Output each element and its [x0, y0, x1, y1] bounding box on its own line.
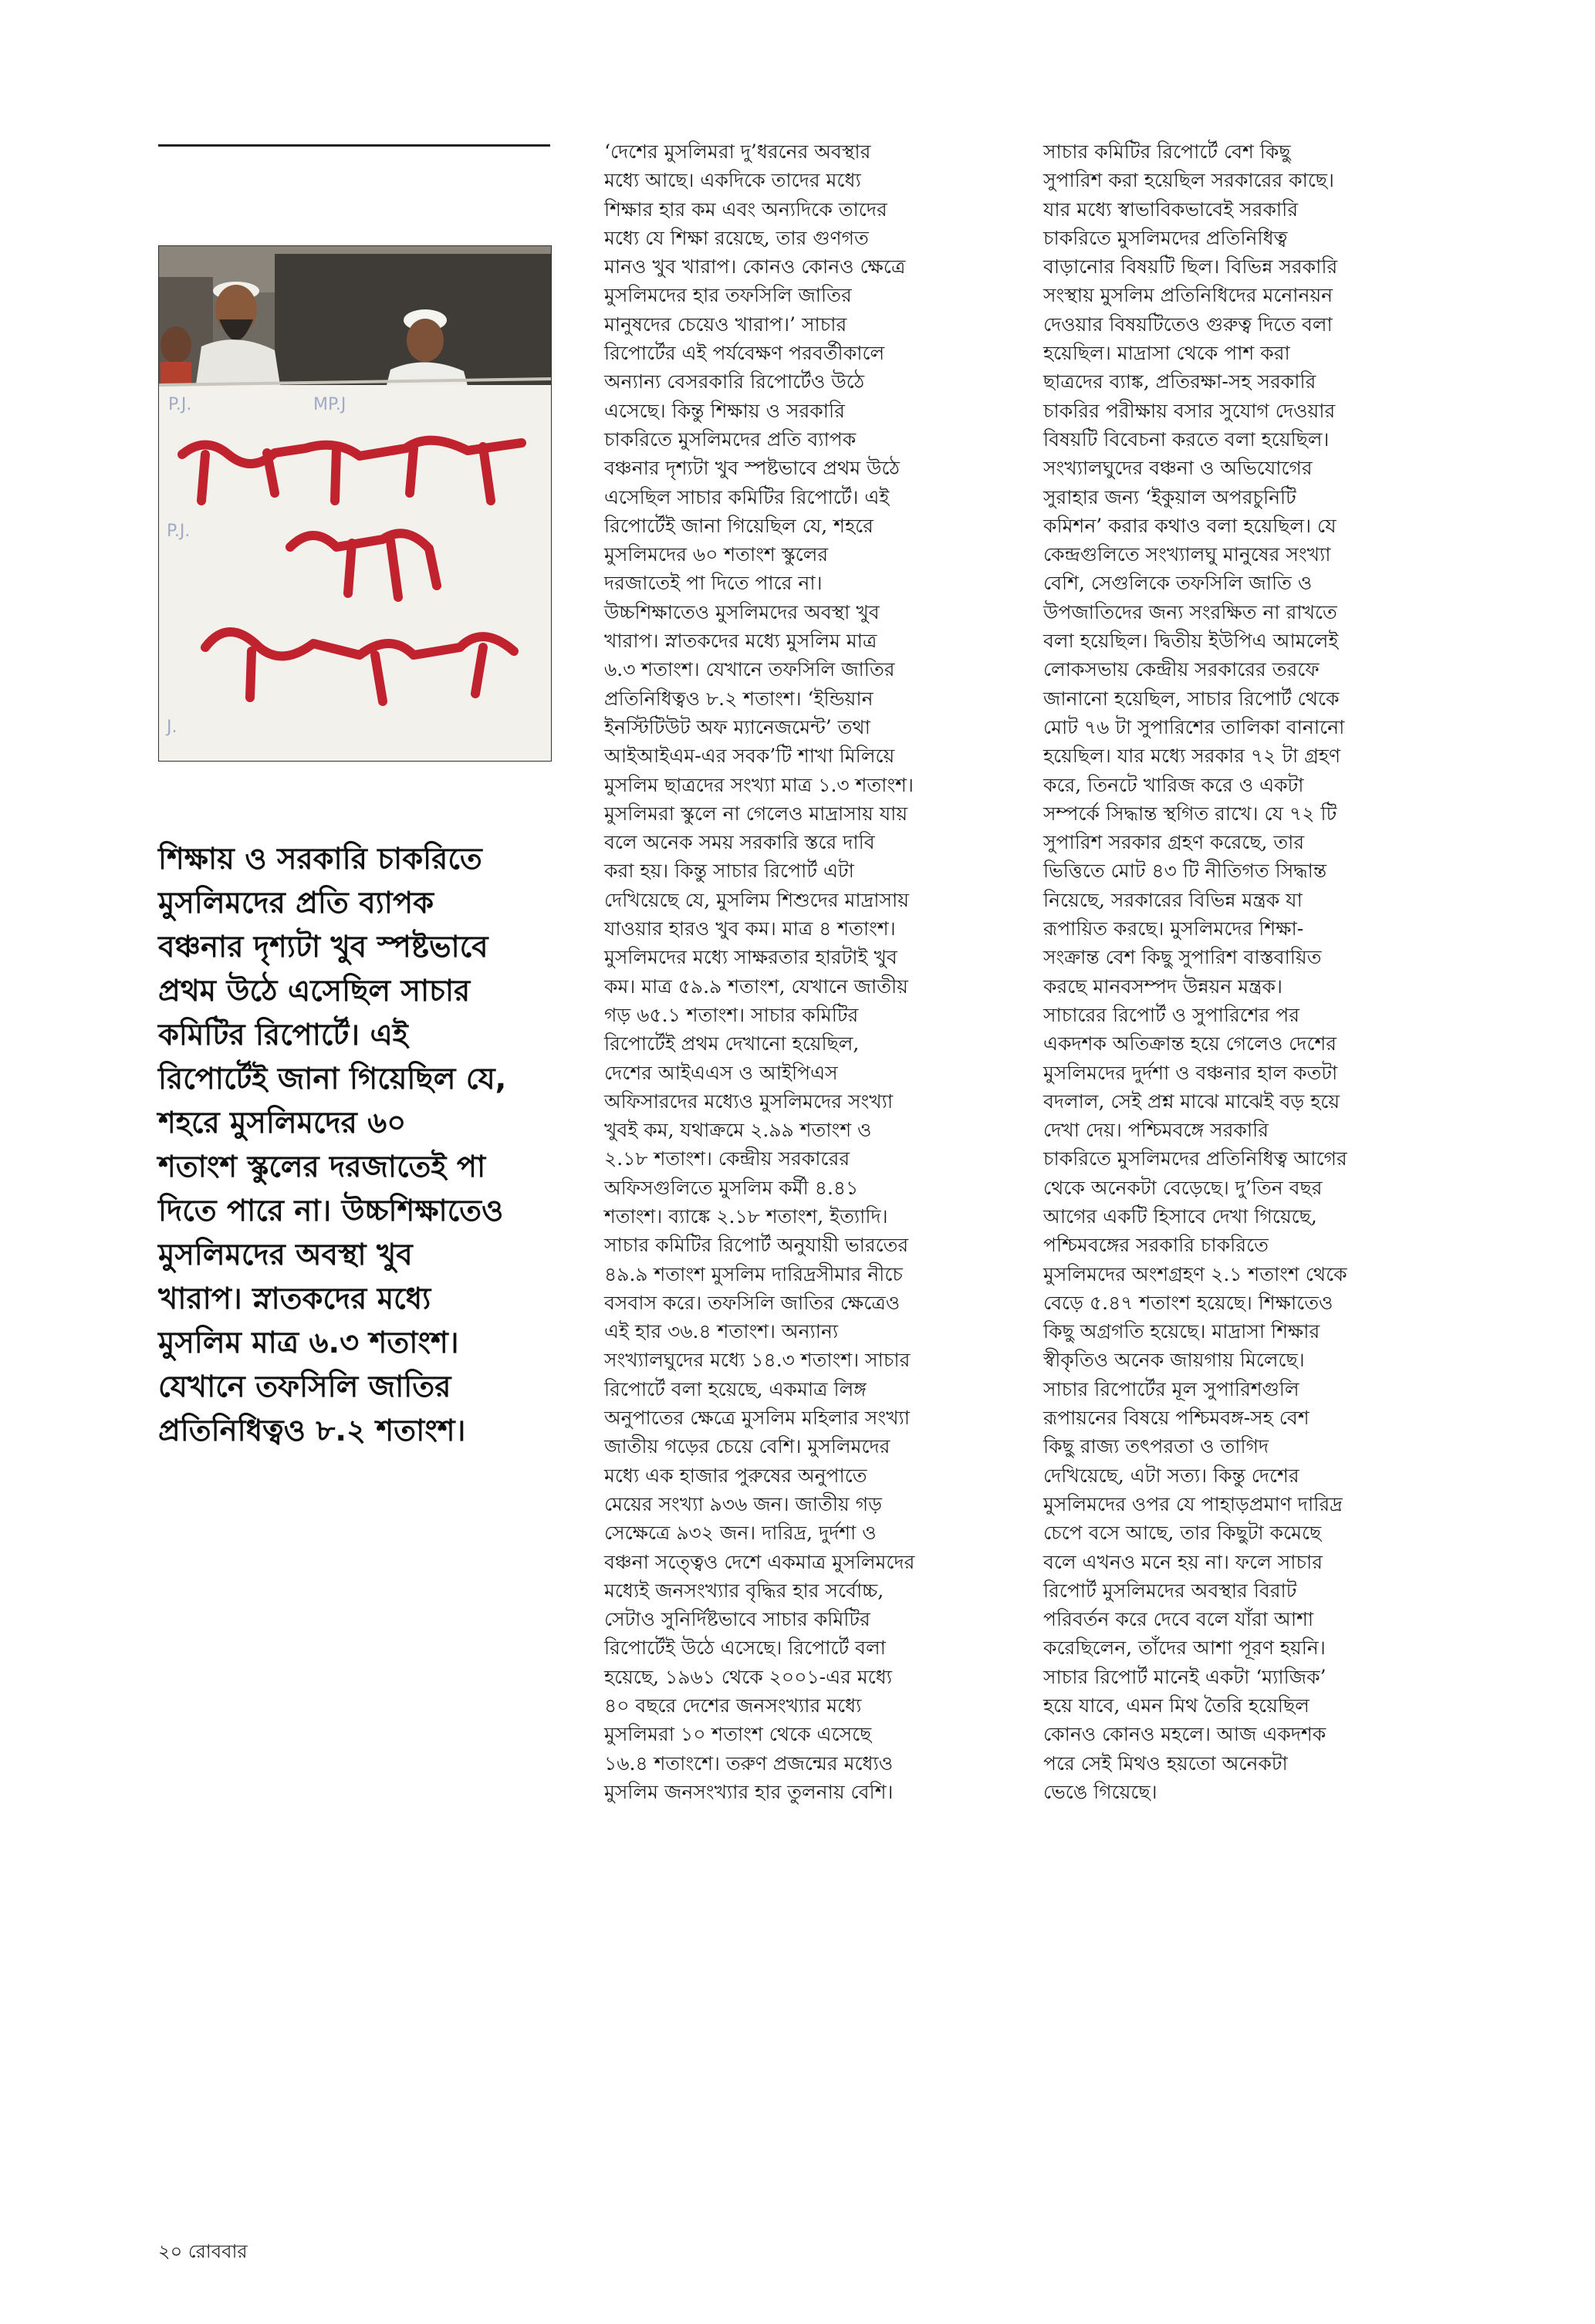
- article-column-right: সাচার কমিটির রিপোর্টে বেশ কিছু সুপারিশ করা হয়েছিল সরকারের কাছে। যার মধ্যে স্বাভাবিকভাবেই সরকারি চাকরিতে মুসলিমদের প্রতিনিধিত্ব বাড়ানোর বিষয়টি ছিল। বিভিন্ন সরকারি সংস্থায় মুসলিম প্রতিনিধিদের মনোনয়ন দেওয়ার বিষয়টিতেও গুরুত্ব দিতে বলা হয়েছিল। মাদ্রাসা থেকে পাশ করা ছাত্রদের ব্যাঙ্ক, প্রতিরক্ষা-সহ সরকারি চাকরির পরীক্ষায় বসার সুযোগ দেওয়ার বিষয়টি বিবেচনা করতে বলা হয়েছিল। সংখ্যালঘুদের বঞ্চনা ও অভিযোগের সুরাহার জন্য ‘ইকুয়াল অপরচুনিটি কমিশন’ করার কথাও বলা হয়েছিল। যে কেন্দ্রগুলিতে সংখ্যালঘু মানুষের সংখ্যা বেশি, সেগুলিকে তফসিলি জাতি ও উপজাতিদের জন্য সংরক্ষিত না রাখতে বলা হয়েছিল। দ্বিতীয় ইউপিএ আমলেই লোকসভায় কেন্দ্রীয় সরকারের তরফে জানানো হয়েছিল, সাচার রিপোর্ট থেকে মোট ৭৬ টা সুপারিশের তালিকা বানানো হয়েছিল। যার মধ্যে সরকার ৭২ টা গ্রহণ করে, তিনটে খারিজ করে ও একটা সম্পর্কে সিদ্ধান্ত স্থগিত রাখে। যে ৭২ টি সুপারিশ সরকার গ্রহণ করেছে, তার ভিত্তিতে মোট ৪৩ টি নীতিগত সিদ্ধান্ত নিয়েছে, সরকারের বিভিন্ন মন্ত্রক যা রূপায়িত করছে। মুসলিমদের শিক্ষা- সংক্রান্ত বেশ কিছু সুপারিশ বাস্তবায়িত করছে মানবসম্পদ উন্নয়ন মন্ত্রক। সাচারের রিপোর্ট ও সুপারিশের পর একদশক অতিক্রান্ত হয়ে গেলেও দেশের মুসলিমদের দুর্দশা ও বঞ্চনার হাল কতটা বদলাল, সেই প্রশ্ন মাঝে মাঝেই বড় হয়ে দেখা দেয়। পশ্চিমবঙ্গে সরকারি চাকরিতে মুসলিমদের প্রতিনিধিত্ব আগের থেকে অনেকটা বেড়েছে। দু’তিন বছর আগের একটি হিসাবে দেখা গিয়েছে, পশ্চিমবঙ্গের সরকারি চাকরিতে মুসলিমদের অংশগ্রহণ ২.১ শতাংশ থেকে বেড়ে ৫.৪৭ শতাংশ হয়েছে। শিক্ষাতেও কিছু অগ্রগতি হয়েছে। মাদ্রাসা শিক্ষার স্বীকৃতিও অনেক জায়গায় মিলেছে। সাচার রিপোর্টের মূল সুপারিশগুলি রূপায়নের বিষয়ে পশ্চিমবঙ্গ-সহ বেশ কিছু রাজ্য তৎপরতা ও তাগিদ দেখিয়েছে, এটা সত্য। কিন্তু দেশের মুসলিমদের ওপর যে পাহাড়প্রমাণ দারিদ্র চেপে বসে আছে, তার কিছুটা কমেছে বলে এখনও মনে হয় না। ফলে সাচার রিপোর্ট মুসলিমদের অবস্থার বিরাট পরিবর্তন করে দেবে বলে যাঁরা আশা করেছিলেন, তাঁদের আশা পূরণ হয়নি। সাচার রিপোর্ট মানেই একটা ‘ম্যাজিক’ হয়ে যাবে, এমন মিথ তৈরি হয়েছিল কোনও কোনও মহলে। আজ একদশক পরে সেই মিথও হয়তো অনেকটা ভেঙে গিয়েছে।: [1043, 140, 1347, 1803]
- article-column-middle: ‘দেশের মুসলিমরা দু’ধরনের অবস্থার মধ্যে আছে। একদিকে তাদের মধ্যে শিক্ষার হার কম এবং অন্যদিকে তাদের মধ্যে যে শিক্ষা রয়েছে, তার গুণগত মানও খুব খারাপ। কোনও কোনও ক্ষেত্রে মুসলিমদের হার তফসিলি জাতির মানুষদের চেয়েও খারাপ।’ সাচার রিপোর্টের এই পর্যবেক্ষণ পরবর্তীকালে অন্যান্য বেসরকারি রিপোর্টেও উঠে এসেছে। কিন্তু শিক্ষায় ও সরকারি চাকরিতে মুসলিমদের প্রতি ব্যাপক বঞ্চনার দৃশ্যটা খুব স্পষ্টভাবে প্রথম উঠে এসেছিল সাচার কমিটির রিপোর্টে। এই রিপোর্টেই জানা গিয়েছিল যে, শহরে মুসলিমদের ৬০ শতাংশ স্কুলের দরজাতেই পা দিতে পারে না। উচ্চশিক্ষাতেও মুসলিমদের অবস্থা খুব খারাপ। স্নাতকদের মধ্যে মুসলিম মাত্র ৬.৩ শতাংশ। যেখানে তফসিলি জাতির প্রতিনিধিত্বও ৮.২ শতাংশ। ‘ইন্ডিয়ান ইনস্টিটিউট অফ ম্যানেজমেন্ট’ তথা আইআইএম-এর সবক’টি শাখা মিলিয়ে মুসলিম ছাত্রদের সংখ্যা মাত্র ১.৩ শতাংশ। মুসলিমরা স্কুলে না গেলেও মাদ্রাসায় যায় বলে অনেক সময় সরকারি স্তরে দাবি করা হয়। কিন্তু সাচার রিপোর্ট এটা দেখিয়েছে যে, মুসলিম শিশুদের মাদ্রাসায় যাওয়ার হারও খুব কম। মাত্র ৪ শতাংশ। মুসলিমদের মধ্যে সাক্ষরতার হারটাই খুব কম। মাত্র ৫৯.৯ শতাংশ, যেখানে জাতীয় গড় ৬৫.১ শতাংশ। সাচার কমিটির রিপোর্টেই প্রথম দেখানো হয়েছিল, দেশের আইএএস ও আইপিএস অফিসারদের মধ্যেও মুসলিমদের সংখ্যা খুবই কম, যথাক্রমে ২.৯৯ শতাংশ ও ২.১৮ শতাংশ। কেন্দ্রীয় সরকারের অফিসগুলিতে মুসলিম কর্মী ৪.৪১ শতাংশ। ব্যাঙ্কে ২.১৮ শতাংশ, ইত্যাদি। সাচার কমিটির রিপোর্ট অনুযায়ী ভারতের ৪৯.৯ শতাংশ মুসলিম দারিদ্রসীমার নীচে বসবাস করে। তফসিলি জাতির ক্ষেত্রেও এই হার ৩৬.৪ শতাংশ। অন্যান্য সংখ্যালঘুদের মধ্যে ১৪.৩ শতাংশ। সাচার রিপোর্টে বলা হয়েছে, একমাত্র লিঙ্গ অনুপাতের ক্ষেত্রে মুসলিম মহিলার সংখ্যা জাতীয় গড়ের চেয়ে বেশি। মুসলিমদের মধ্যে এক হাজার পুরুষের অনুপাতে মেয়ের সংখ্যা ৯৩৬ জন। জাতীয় গড় সেক্ষেত্রে ৯৩২ জন। দারিদ্র, দুর্দশা ও বঞ্চনা সত্ত্বেও দেশে একমাত্র মুসলিমদের মধ্যেই জনসংখ্যার বৃদ্ধির হার সর্বোচ্চ, সেটাও সুনির্দিষ্টভাবে সাচার কমিটির রিপোর্টেই উঠে এসেছে। রিপোর্টে বলা হয়েছে, ১৯৬১ থেকে ২০০১-এর মধ্যে ৪০ বছরে দেশের জনসংখ্যার মধ্যে মুসলিমরা ১০ শতাংশ থেকে এসেছে ১৬.৪ শতাংশে। তরুণ প্রজন্মের মধ্যেও মুসলিম জনসংখ্যার হার তুলনায় বেশি।: [604, 140, 915, 1803]
- protest-photo: [158, 245, 552, 762]
- page-number: ২০: [158, 2241, 183, 2262]
- magazine-name: রোববার: [188, 2241, 248, 2262]
- page-footer: [158, 2238, 248, 2268]
- protest-photo-graphic: [159, 246, 551, 761]
- photo-mark-4: J.: [167, 718, 177, 737]
- photo-mark-1: P.J.: [168, 395, 192, 414]
- pull-quote: শিক্ষায় ও সরকারি চাকরিতে মুসলিমদের প্রতি ব্যাপক বঞ্চনার দৃশ্যটা খুব স্পষ্টভাবে প্রথম উঠে এসেছিল সাচার কমিটির রিপোর্টে। এই রিপোর্টেই জানা গিয়েছিল যে, শহরে মুসলিমদের ৬০ শতাংশ স্কুলের দরজাতেই পা দিতে পারে না। উচ্চশিক্ষাতেও মুসলিমদের অবস্থা খুব খারাপ। স্নাতকদের মধ্যে মুসলিম মাত্র ৬.৩ শতাংশ। যেখানে তফসিলি জাতির প্রতিনিধিত্বও ৮.২ শতাংশ।: [158, 842, 507, 1448]
- photo-mark-2: MP.J: [313, 395, 346, 414]
- top-rule: [158, 144, 550, 147]
- photo-mark-3: P.J.: [167, 522, 191, 541]
